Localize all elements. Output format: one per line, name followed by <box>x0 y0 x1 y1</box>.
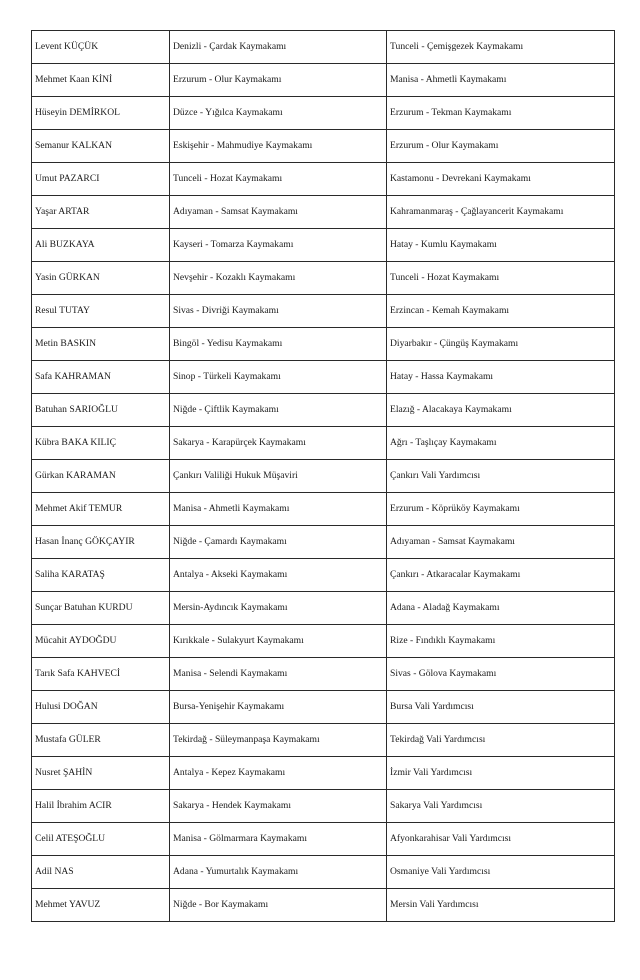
new-post-cell: Diyarbakır - Çüngüş Kaymakamı <box>387 328 615 361</box>
table-row <box>32 361 615 394</box>
current-post-cell: Manisa - Gölmarmara Kaymakamı <box>170 823 387 856</box>
table-row <box>32 625 615 658</box>
official-name-cell: Batuhan SARIOĞLU <box>32 394 170 427</box>
table-row <box>32 856 615 889</box>
new-post-cell: Sivas - Gölova Kaymakamı <box>387 658 615 691</box>
new-post-cell: Osmaniye Vali Yardımcısı <box>387 856 615 889</box>
current-post-cell: Erzurum - Olur Kaymakamı <box>170 64 387 97</box>
table-row <box>32 394 615 427</box>
current-post-cell: Kırıkkale - Sulakyurt Kaymakamı <box>170 625 387 658</box>
official-name-cell: Resul TUTAY <box>32 295 170 328</box>
current-post-cell: Tekirdağ - Süleymanpaşa Kaymakamı <box>170 724 387 757</box>
table-row <box>32 295 615 328</box>
table-row <box>32 460 615 493</box>
new-post-cell: Erzurum - Köprüköy Kaymakamı <box>387 493 615 526</box>
current-post-cell: Sinop - Türkeli Kaymakamı <box>170 361 387 394</box>
official-name-cell: Mehmet Akif TEMUR <box>32 493 170 526</box>
official-name-cell: Hüseyin DEMİRKOL <box>32 97 170 130</box>
new-post-cell: Sakarya Vali Yardımcısı <box>387 790 615 823</box>
table-row <box>32 790 615 823</box>
official-name-cell: Adil NAS <box>32 856 170 889</box>
official-name-cell: Hulusi DOĞAN <box>32 691 170 724</box>
current-post-cell: Niğde - Çiftlik Kaymakamı <box>170 394 387 427</box>
official-name-cell: Saliha KARATAŞ <box>32 559 170 592</box>
official-name-cell: Ali BUZKAYA <box>32 229 170 262</box>
current-post-cell: Adıyaman - Samsat Kaymakamı <box>170 196 387 229</box>
new-post-cell: Ağrı - Taşlıçay Kaymakamı <box>387 427 615 460</box>
official-name-cell: Metin BASKIN <box>32 328 170 361</box>
new-post-cell: Mersin Vali Yardımcısı <box>387 889 615 922</box>
table-row <box>32 823 615 856</box>
official-name-cell: Kübra BAKA KILIÇ <box>32 427 170 460</box>
current-post-cell: Antalya - Kepez Kaymakamı <box>170 757 387 790</box>
official-name-cell: Sunçar Batuhan KURDU <box>32 592 170 625</box>
current-post-cell: Eskişehir - Mahmudiye Kaymakamı <box>170 130 387 163</box>
new-post-cell: Erzurum - Tekman Kaymakamı <box>387 97 615 130</box>
table-row <box>32 229 615 262</box>
current-post-cell: Sivas - Divriği Kaymakamı <box>170 295 387 328</box>
new-post-cell: Adana - Aladağ Kaymakamı <box>387 592 615 625</box>
current-post-cell: Antalya - Akseki Kaymakamı <box>170 559 387 592</box>
current-post-cell: Niğde - Çamardı Kaymakamı <box>170 526 387 559</box>
table-row <box>32 163 615 196</box>
new-post-cell: Manisa - Ahmetli Kaymakamı <box>387 64 615 97</box>
official-name-cell: Semanur KALKAN <box>32 130 170 163</box>
new-post-cell: Erzincan - Kemah Kaymakamı <box>387 295 615 328</box>
current-post-cell: Düzce - Yığılca Kaymakamı <box>170 97 387 130</box>
official-name-cell: Halil İbrahim ACIR <box>32 790 170 823</box>
official-name-cell: Mustafa GÜLER <box>32 724 170 757</box>
current-post-cell: Çankırı Valiliği Hukuk Müşaviri <box>170 460 387 493</box>
official-name-cell: Mehmet Kaan KİNİ <box>32 64 170 97</box>
new-post-cell: Tunceli - Çemişgezek Kaymakamı <box>387 31 615 64</box>
official-name-cell: Yaşar ARTAR <box>32 196 170 229</box>
table-row <box>32 889 615 922</box>
current-post-cell: Niğde - Bor Kaymakamı <box>170 889 387 922</box>
new-post-cell: Bursa Vali Yardımcısı <box>387 691 615 724</box>
current-post-cell: Adana - Yumurtalık Kaymakamı <box>170 856 387 889</box>
official-name-cell: Gürkan KARAMAN <box>32 460 170 493</box>
table-row <box>32 31 615 64</box>
new-post-cell: Hatay - Kumlu Kaymakamı <box>387 229 615 262</box>
current-post-cell: Mersin-Aydıncık Kaymakamı <box>170 592 387 625</box>
official-name-cell: Umut PAZARCI <box>32 163 170 196</box>
current-post-cell: Bursa-Yenişehir Kaymakamı <box>170 691 387 724</box>
table-body <box>32 31 615 922</box>
official-name-cell: Celil ATEŞOĞLU <box>32 823 170 856</box>
table-row <box>32 757 615 790</box>
table-row <box>32 262 615 295</box>
current-post-cell: Manisa - Selendi Kaymakamı <box>170 658 387 691</box>
table-row <box>32 658 615 691</box>
official-name-cell: Nusret ŞAHİN <box>32 757 170 790</box>
current-post-cell: Sakarya - Karapürçek Kaymakamı <box>170 427 387 460</box>
table-row <box>32 97 615 130</box>
table-row <box>32 64 615 97</box>
new-post-cell: Kahramanmaraş - Çağlayancerit Kaymakamı <box>387 196 615 229</box>
current-post-cell: Bingöl - Yedisu Kaymakamı <box>170 328 387 361</box>
table-row <box>32 526 615 559</box>
new-post-cell: Adıyaman - Samsat Kaymakamı <box>387 526 615 559</box>
official-name-cell: Mücahit AYDOĞDU <box>32 625 170 658</box>
table-row <box>32 328 615 361</box>
table-row <box>32 592 615 625</box>
current-post-cell: Kayseri - Tomarza Kaymakamı <box>170 229 387 262</box>
new-post-cell: Elazığ - Alacakaya Kaymakamı <box>387 394 615 427</box>
table-row <box>32 724 615 757</box>
official-name-cell: Mehmet YAVUZ <box>32 889 170 922</box>
new-post-cell: Tekirdağ Vali Yardımcısı <box>387 724 615 757</box>
official-name-cell: Safa KAHRAMAN <box>32 361 170 394</box>
new-post-cell: Rize - Fındıklı Kaymakamı <box>387 625 615 658</box>
new-post-cell: Çankırı - Atkaracalar Kaymakamı <box>387 559 615 592</box>
new-post-cell: Kastamonu - Devrekani Kaymakamı <box>387 163 615 196</box>
new-post-cell: Hatay - Hassa Kaymakamı <box>387 361 615 394</box>
official-name-cell: Hasan İnanç GÖKÇAYIR <box>32 526 170 559</box>
table-row <box>32 691 615 724</box>
new-post-cell: İzmir Vali Yardımcısı <box>387 757 615 790</box>
appointments-table <box>31 30 615 922</box>
new-post-cell: Afyonkarahisar Vali Yardımcısı <box>387 823 615 856</box>
new-post-cell: Erzurum - Olur Kaymakamı <box>387 130 615 163</box>
current-post-cell: Nevşehir - Kozaklı Kaymakamı <box>170 262 387 295</box>
new-post-cell: Tunceli - Hozat Kaymakamı <box>387 262 615 295</box>
current-post-cell: Sakarya - Hendek Kaymakamı <box>170 790 387 823</box>
table-row <box>32 493 615 526</box>
table-row <box>32 427 615 460</box>
official-name-cell: Levent KÜÇÜK <box>32 31 170 64</box>
current-post-cell: Tunceli - Hozat Kaymakamı <box>170 163 387 196</box>
table-row <box>32 196 615 229</box>
new-post-cell: Çankırı Vali Yardımcısı <box>387 460 615 493</box>
official-name-cell: Tarık Safa KAHVECİ <box>32 658 170 691</box>
table-row <box>32 130 615 163</box>
official-name-cell: Yasin GÜRKAN <box>32 262 170 295</box>
current-post-cell: Manisa - Ahmetli Kaymakamı <box>170 493 387 526</box>
current-post-cell: Denizli - Çardak Kaymakamı <box>170 31 387 64</box>
table-row <box>32 559 615 592</box>
